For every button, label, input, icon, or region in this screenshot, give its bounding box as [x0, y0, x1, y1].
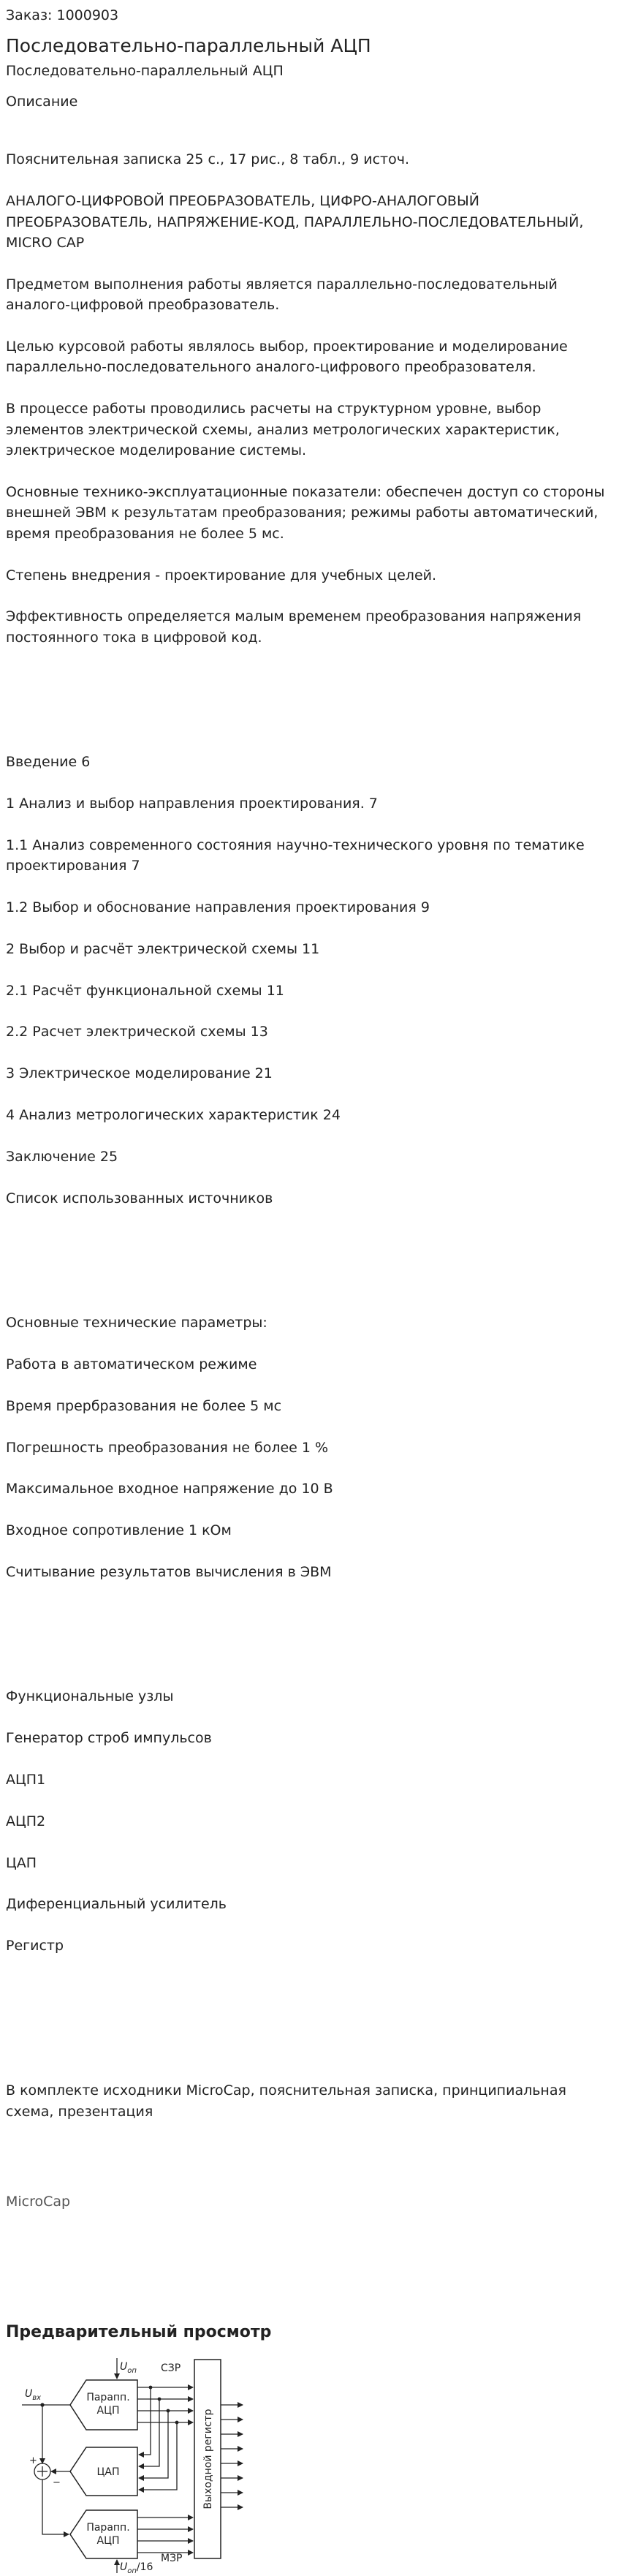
description-paragraph: Пояснительная записка 25 с., 17 рис., 8 табл., 9 источ. [6, 151, 409, 168]
preview-diagram [6, 2354, 254, 2573]
dac-input-3 [139, 2411, 168, 2478]
toc-item: Список использованных источников [6, 1190, 273, 1206]
u-ref-top-label: $U_{оп}$ [120, 2360, 137, 2375]
spacer [6, 1624, 612, 1644]
unit-item: Диференциальный усилитель [6, 1896, 227, 1913]
toc-item: Заключение 25 [6, 1148, 118, 1165]
toc-item: 1 Анализ и выбор направления проектирования. 7 [6, 795, 378, 812]
unit-item: ЦАП [6, 1854, 37, 1871]
adc-bottom-label-line2: АЦП [96, 2534, 120, 2547]
toc-item: 1.1 Анализ современного состояния научно-технического уровня по тематике проектирования 7 [6, 836, 585, 875]
toc-item: 1.2 Выбор и обоснование направления проектирования 9 [6, 899, 430, 916]
preview-heading: Предварительный просмотр [6, 2322, 272, 2341]
parameter-item: Входное сопротивление 1 кОм [6, 1522, 232, 1539]
description-heading: Описание [6, 94, 78, 110]
kit-note: В комплекте исходники MicroCap, пояснительная записка, принципиальная схема, презентация [6, 2082, 566, 2120]
parameter-item: Считывание результатов вычисления в ЭВМ [6, 1564, 332, 1580]
description-paragraph: Предметом выполнения работы является параллельно-последовательный аналого-цифровой преобразователь. [6, 276, 558, 314]
toc-item: 2.2 Расчет электрической схемы 13 [6, 1024, 268, 1040]
u-in-label: $U_{вх}$ [25, 2387, 42, 2402]
unit-item: АЦП1 [6, 1772, 46, 1789]
output-register-label: Выходной регистр [202, 2408, 214, 2509]
description-paragraph: Степень внедрения - проектирование для учебных целей. [6, 567, 437, 583]
parameter-item: Время прербразования не более 5 мс [6, 1397, 282, 1414]
units-heading: Функциональные узлы [6, 1688, 174, 1705]
adc-bottom-block [70, 2510, 137, 2558]
description-paragraph: Эффективность определяется малым временем преобразования напряжения постоянного тока в цифровой код. [6, 608, 582, 646]
adc-bottom-label-line1: Парапп. [86, 2521, 130, 2534]
spacer [6, 690, 612, 710]
parameters-heading: Основные технические параметры: [6, 1315, 267, 1332]
parameter-item: Работа в автоматическом режиме [6, 1356, 257, 1372]
summer-minus-sign: − [53, 2477, 61, 2488]
page-title: Последовательно-параллельный АЦП [6, 35, 371, 56]
toc-item: 4 Анализ метрологических характеристик 24 [6, 1107, 341, 1124]
order-page [6, 0, 612, 2573]
description-paragraph: АНАЛОГО-ЦИФРОВОЙ ПРЕОБРАЗОВАТЕЛЬ, ЦИФРО-АНАЛОГОВЫЙ ПРЕОБРАЗОВАТЕЛЬ, НАПРЯЖЕНИЕ-КОД, ПАРАЛЛЕЛЬНО-ПОСЛЕДОВАТЕЛЬНЫЙ, MICRO CAP [6, 193, 584, 252]
description-paragraph: Целью курсовой работы являлось выбор, проектирование и моделирование параллельно-последовательного аналого-цифрового преобразователя. [6, 339, 568, 376]
order-number: Заказ: 1000903 [6, 7, 119, 23]
spacer [6, 1998, 612, 2039]
dac-input-1 [139, 2387, 151, 2455]
adc-block-diagram [6, 2354, 254, 2573]
toc-item: Введение 6 [6, 754, 91, 771]
adc-top-label-line1: Парапп. [86, 2391, 130, 2403]
u-ref-bottom-label: $U_{оп}/16$ [120, 2561, 153, 2573]
unit-item: Генератор строб импульсов [6, 1730, 212, 1747]
dac-label: ЦАП [96, 2466, 120, 2478]
dac-input-2 [139, 2399, 159, 2466]
parameter-item: Максимальное входное напряжение до 10 В [6, 1481, 333, 1497]
page-subtitle: Последовательно-параллельный АЦП [6, 63, 284, 79]
msb-label: СЗР [161, 2362, 181, 2374]
parameter-item: Погрешность преобразования не более 1 % [6, 1439, 329, 1456]
description-paragraph: В процессе работы проводились расчеты на структурном уровне, выбор элементов электрической схемы, анализ метрологических характеристик, электрическое моделирование системы. [6, 401, 560, 459]
spacer [6, 1250, 612, 1271]
lsb-label: МЗР [161, 2552, 183, 2564]
tag-link-microcap[interactable]: MicroCap [6, 2193, 71, 2210]
description-body [6, 129, 612, 2143]
summer-plus-sign: + [29, 2455, 37, 2466]
toc-item: 2.1 Расчёт функциональной схемы 11 [6, 982, 284, 999]
unit-item: АЦП2 [6, 1813, 46, 1829]
adc-top-label-line2: АЦП [96, 2404, 120, 2417]
toc-item: 3 Электрическое моделирование 21 [6, 1065, 273, 1082]
unit-item: Регистр [6, 1938, 64, 1954]
dac-input-4 [139, 2422, 177, 2490]
description-paragraph: Основные технико-эксплуатационные показатели: обеспечен доступ со стороны внешней ЭВМ к результатам преобразования; режимы работы автоматический, время преобразования не более 5 мс. [6, 483, 605, 542]
toc-item: 2 Выбор и расчёт электрической схемы 11 [6, 940, 320, 957]
